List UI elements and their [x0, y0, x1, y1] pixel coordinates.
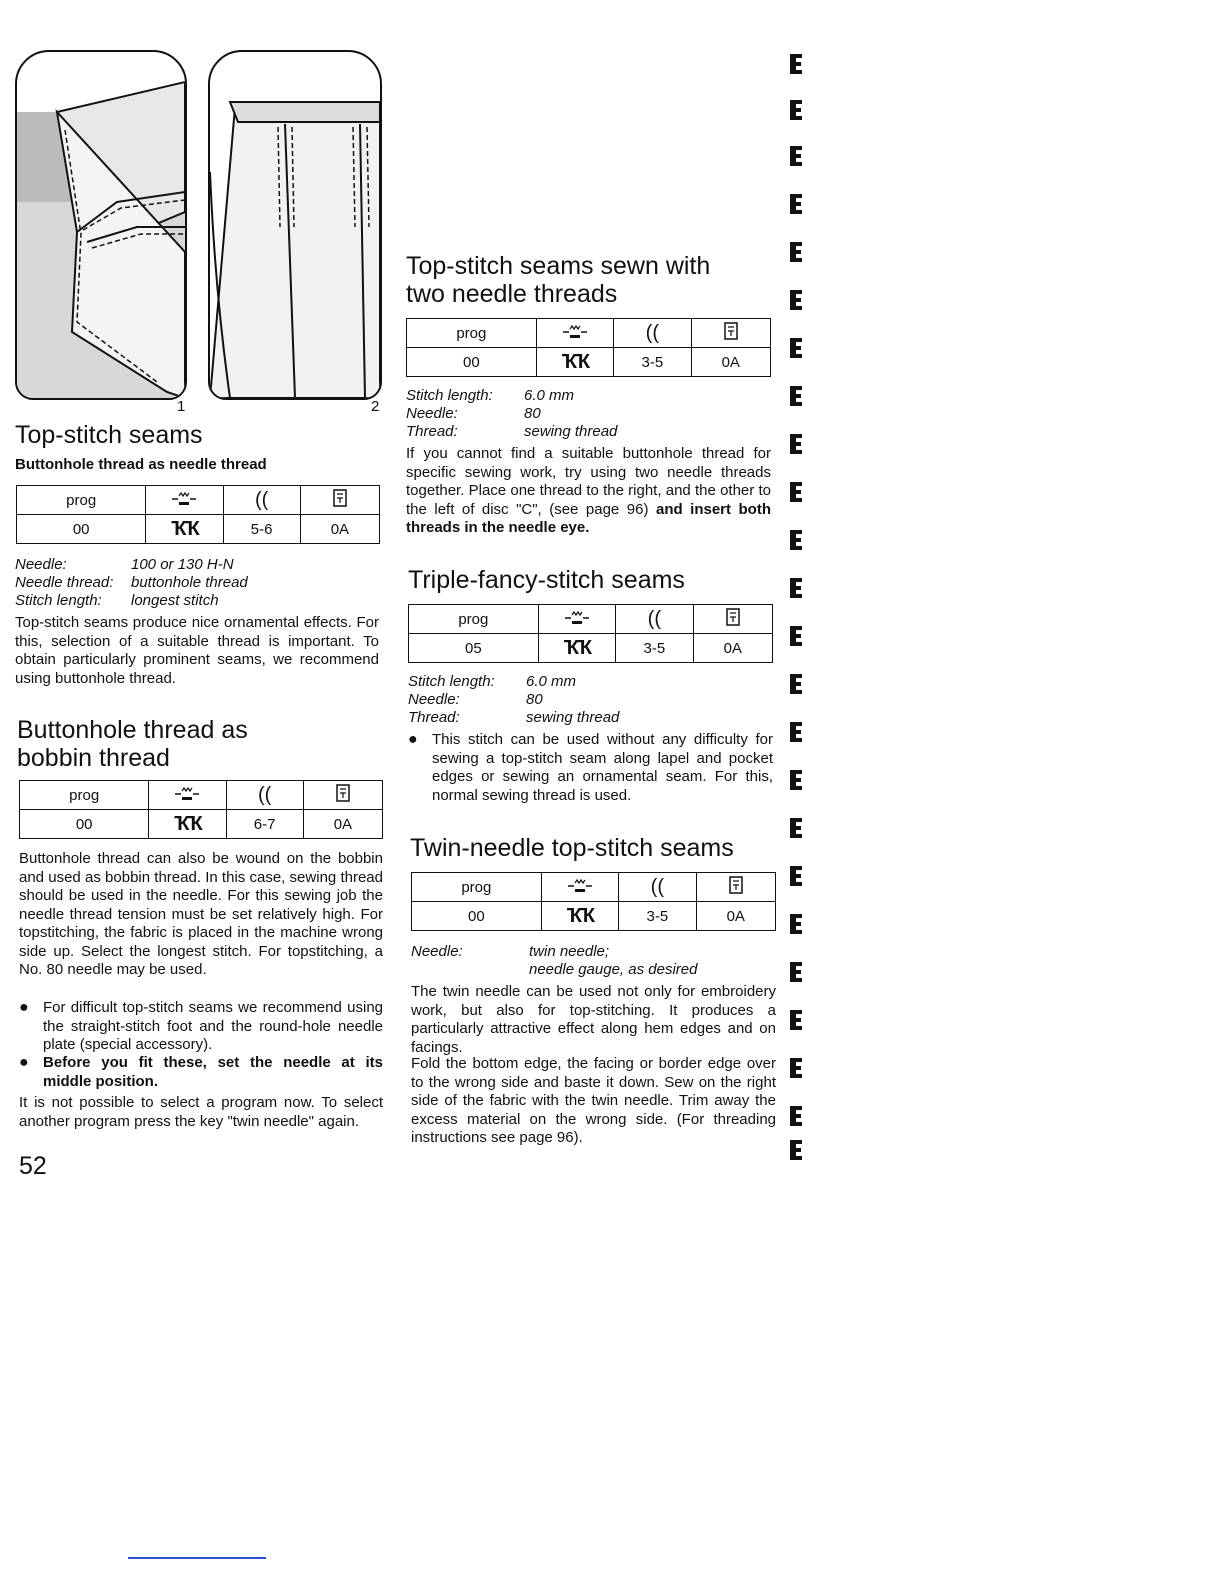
foot-value: 0A — [693, 634, 772, 663]
spec-key: Needle: — [406, 405, 458, 422]
prog-value: 00 — [20, 810, 149, 839]
paragraph: It is not possible to select a program now. To select another program press the key "twin needle" again. — [19, 1094, 383, 1130]
spec-value: sewing thread — [524, 423, 618, 440]
section-title-triple-fancy: Triple-fancy-stitch seams — [408, 566, 685, 594]
length-value: 3-5 — [619, 902, 696, 931]
page-number: 52 — [19, 1152, 47, 1180]
bullet-icon: ● — [408, 731, 418, 748]
spec-list-4 — [408, 673, 773, 727]
stitch-length-icon: (( — [619, 873, 696, 902]
section-title-twin-needle: Twin-needle top-stitch seams — [410, 834, 734, 862]
spec-value: 80 — [524, 405, 541, 422]
bullet-text: For difficult top-stitch seams we recommend using the straight-stitch foot and the round-hole needle plate (special accessory). — [43, 999, 383, 1053]
section-subtitle: Buttonhole thread as needle thread — [15, 456, 267, 473]
spec-key: Stitch length: — [406, 387, 493, 404]
straight-stitch-icon: ҠҠ — [149, 810, 226, 839]
paragraph: Top-stitch seams produce nice ornamental effects. For this, selection of a suitable thread is important. To obtain particularly prominent seams, we recommend using buttonhole thread. — [15, 614, 379, 687]
spec-value: buttonhole thread — [131, 574, 248, 591]
paragraph: Fold the bottom edge, the facing or border edge over to the wrong side and baste it down. Sew on the right side of the fabric with the twin needle. Trim away the excess material on the wrong side. (For threading instructions see page 96). — [411, 1055, 776, 1146]
lapel-drawing — [17, 52, 185, 398]
paragraph-bold-text: and insert both threads in the needle eye. — [406, 500, 771, 536]
bullet-icon: ● — [19, 999, 29, 1016]
spec-value: longest stitch — [131, 592, 219, 609]
spec-key: Thread: — [408, 709, 460, 726]
prog-header: prog — [412, 873, 542, 902]
spec-value: 6.0 mm — [524, 387, 575, 404]
spec-key: Thread: — [406, 423, 458, 440]
settings-table-4 — [408, 604, 773, 663]
trousers-drawing — [210, 52, 380, 398]
stitch-length-icon: (( — [226, 781, 303, 810]
spec-value: 100 or 130 H-N — [131, 556, 234, 573]
prog-value: 00 — [17, 515, 146, 544]
presser-foot-icon — [300, 486, 379, 515]
illustration-trousers — [208, 50, 382, 400]
spec-value: sewing thread — [526, 709, 620, 726]
stitch-width-icon — [536, 319, 613, 348]
bullet-item — [19, 999, 383, 1055]
section-title-bobbin — [17, 716, 248, 772]
foot-value: 0A — [303, 810, 382, 839]
title-line: bobbin thread — [17, 744, 170, 772]
footer-rule — [128, 1557, 266, 1559]
spec-value: 6.0 mm — [526, 673, 577, 690]
spec-key: Stitch length: — [15, 592, 102, 609]
stitch-length-icon: (( — [616, 605, 693, 634]
presser-foot-icon — [696, 873, 775, 902]
paragraph: The twin needle can be used not only for embroidery work, but also for top-stitching. It produces a particularly attractive effect along hem edges and on facings. — [411, 983, 776, 1056]
figure-number-2: 2 — [371, 398, 380, 415]
presser-foot-icon — [693, 605, 772, 634]
spec-key: Stitch length: — [408, 673, 495, 690]
spec-key: Needle: — [408, 691, 460, 708]
section-title-top-stitch-seams: Top-stitch seams — [15, 421, 203, 449]
straight-stitch-icon: ҠҠ — [541, 902, 618, 931]
stitch-length-icon: (( — [614, 319, 691, 348]
settings-table-3 — [406, 318, 771, 377]
length-value: 6-7 — [226, 810, 303, 839]
presser-foot-icon — [303, 781, 382, 810]
length-value: 3-5 — [616, 634, 693, 663]
bullet-item — [408, 731, 773, 805]
title-line: Top-stitch seams sewn with — [406, 252, 711, 280]
spec-value: twin needle; — [529, 943, 610, 960]
stitch-length-icon: (( — [223, 486, 300, 515]
spec-value: 80 — [526, 691, 543, 708]
prog-header: prog — [17, 486, 146, 515]
section-title-two-needle — [406, 252, 710, 308]
prog-value: 00 — [412, 902, 542, 931]
settings-table-2 — [19, 780, 383, 839]
stitch-width-icon — [149, 781, 226, 810]
prog-value: 00 — [407, 348, 537, 377]
length-value: 3-5 — [614, 348, 691, 377]
spec-list-5 — [411, 943, 776, 979]
bullet-text: Before you fit these, set the needle at its middle position. — [43, 1054, 383, 1090]
paragraph — [406, 445, 771, 538]
foot-value: 0A — [691, 348, 770, 377]
spec-key: Needle thread: — [15, 574, 114, 591]
straight-stitch-icon: ҠҠ — [146, 515, 223, 544]
stitch-width-icon — [146, 486, 223, 515]
presser-foot-icon — [691, 319, 770, 348]
bullet-text: This stitch can be used without any difficulty for sewing a top-stitch seam along lapel and pocket edges or sewing an ornamental seam. For this, normal sewing thread is used. — [432, 731, 773, 804]
bullet-icon: ● — [19, 1054, 29, 1071]
straight-stitch-icon: ҠҠ — [538, 634, 615, 663]
prog-header: prog — [20, 781, 149, 810]
settings-table-1 — [16, 485, 380, 544]
foot-value: 0A — [300, 515, 379, 544]
illustration-lapel — [15, 50, 187, 400]
foot-value: 0A — [696, 902, 775, 931]
settings-table-5 — [411, 872, 776, 931]
length-value: 5-6 — [223, 515, 300, 544]
prog-value: 05 — [409, 634, 539, 663]
spec-key: Needle: — [411, 943, 463, 960]
prog-header: prog — [409, 605, 539, 634]
spec-value: needle gauge, as desired — [529, 961, 698, 978]
straight-stitch-icon: ҠҠ — [536, 348, 613, 377]
title-line: Buttonhole thread as — [17, 716, 248, 744]
edge-tabs-icon — [786, 50, 816, 1160]
stitch-width-icon — [541, 873, 618, 902]
bullet-item — [19, 1054, 383, 1091]
stitch-width-icon — [538, 605, 615, 634]
spec-list-3 — [406, 387, 771, 441]
spec-key: Needle: — [15, 556, 67, 573]
title-line: two needle threads — [406, 280, 618, 308]
prog-header: prog — [407, 319, 537, 348]
figure-number-1: 1 — [177, 398, 186, 415]
paragraph-text: If you cannot find a suitable buttonhole thread for specific sewing work, try using two needle threads together. Place one thread to the right, and the other to the left of disc "C", (see page 96) — [406, 445, 771, 518]
paragraph: Buttonhole thread can also be wound on the bobbin and used as bobbin thread. In this case, sewing thread should be used in the needle. For this sewing job the needle thread tension must be set relatively high. For topstitching, the fabric is placed in the machine wrong side up. Select the longest stitch. For topstitching, a No. 80 needle may be used. — [19, 850, 383, 978]
spec-list-1 — [15, 556, 385, 610]
